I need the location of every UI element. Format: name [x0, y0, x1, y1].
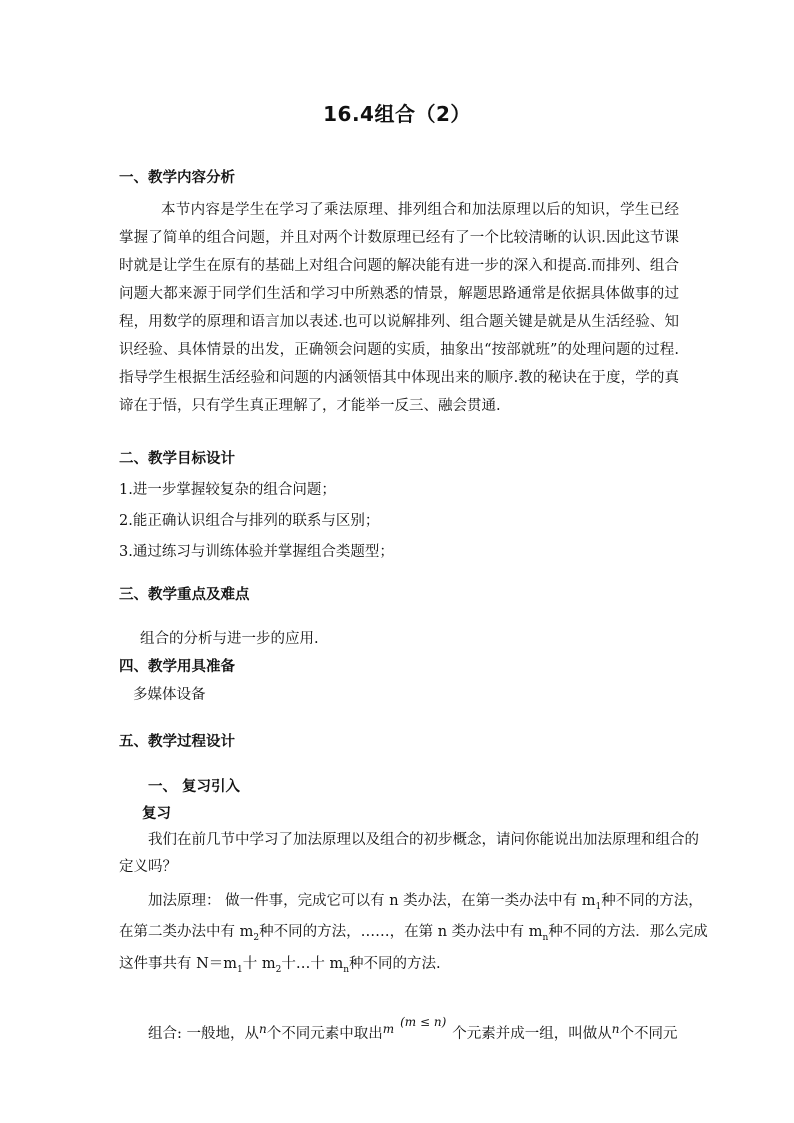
review-question-line2: 定义吗？	[119, 859, 177, 875]
combination-definition-line	[148, 1015, 678, 1043]
subheading-review-intro: 一、 复习引入	[148, 779, 241, 795]
key-points-text: 组合的分析与进一步的应用.	[140, 631, 319, 647]
comb-text-d: 个不同元	[619, 1026, 678, 1042]
subheading-review: 复习	[142, 806, 171, 822]
addition-text-3d: 种不同的方法.	[349, 956, 441, 972]
content-analysis-paragraph	[119, 196, 679, 420]
objective-item-2: 2.能正确认识组合与排列的联系与区别；	[119, 513, 380, 529]
objective-item-3: 3.通过练习与训练体验并掌握组合类题型；	[119, 544, 394, 560]
addition-principle-line2	[119, 920, 708, 943]
addition-text-3b: 十 m	[242, 956, 276, 972]
math-n-1: n	[259, 1022, 267, 1036]
subscript-1: 1	[595, 901, 602, 912]
addition-text-1a: 加法原理： 做一件事，完成它可以有 n 类办法，在第一类办法中有 m	[148, 893, 596, 909]
addition-text-3a: 这件事共有 N＝m	[119, 956, 238, 972]
addition-text-1b: 种不同的方法，	[601, 893, 703, 909]
subscript-3-1: 1	[237, 964, 243, 975]
math-m: m	[382, 1022, 395, 1036]
addition-text-3c: 十…十 m	[281, 956, 344, 972]
subscript-3-n: n	[343, 964, 350, 975]
teaching-aids-text: 多媒体设备	[133, 687, 206, 703]
comb-text-c: 个元素并成一组，叫做从	[452, 1026, 612, 1042]
addition-text-2b: 种不同的方法，……，在第 n 类办法中有 m	[259, 924, 543, 940]
comb-text-b: 个不同元素中取出	[266, 1026, 383, 1042]
heading-process: 五、教学过程设计	[119, 734, 235, 750]
analysis-text: 本节内容是学生在学习了乘法原理、排列组合和加法原理以后的知识，学生已经掌握了简单的组合问题，并且对两个计数原理已经有了一个比较清晰的认识.因此这节课时就是让学生在原有的基础上对组合问题的解决能有进一步的深入和提高.而排列、组合问题大都来源于同学们生活和学习中所熟悉的情景，解题思路通常是依据具体做事的过程，用数学的原理和语言加以表述.也可以说解排列、组合题关键是就是从生活经验、知识经验、具体情景的出发，正确领会问题的实质，抽象出“按部就班”的处理问题的过程.指导学生根据生活经验和问题的内涵领悟其中体现出来的顺序.教的秘诀在于度，学的真谛在于悟，只有学生真正理解了，才能举一反三、融会贯通.	[119, 202, 679, 414]
heading-teaching-aids: 四、教学用具准备	[119, 659, 235, 675]
math-n-2: n	[611, 1022, 620, 1036]
comb-text-a: 组合: 一般地，从	[148, 1026, 259, 1042]
addition-text-2c: 种不同的方法．那么完成	[548, 924, 708, 940]
page-title: 16.4组合（2）	[323, 102, 471, 126]
subscript-n: n	[542, 932, 549, 943]
subscript-3-2: 2	[275, 964, 282, 975]
heading-key-points: 三、教学重点及难点	[119, 587, 250, 603]
heading-content-analysis: 一、教学内容分析	[119, 170, 235, 186]
math-condition: (m ≤ n)	[400, 1015, 447, 1029]
addition-principle-line1	[148, 889, 703, 912]
subscript-2: 2	[253, 932, 260, 943]
review-question-line1: 我们在前几节中学习了加法原理以及组合的初步概念，请问你能说出加法原理和组合的	[148, 832, 699, 848]
heading-objectives: 二、教学目标设计	[119, 451, 235, 467]
objective-item-1: 1.进一步掌握较复杂的组合问题；	[119, 482, 336, 498]
addition-text-2a: 在第二类办法中有 m	[119, 924, 254, 940]
addition-principle-line3	[119, 952, 441, 975]
